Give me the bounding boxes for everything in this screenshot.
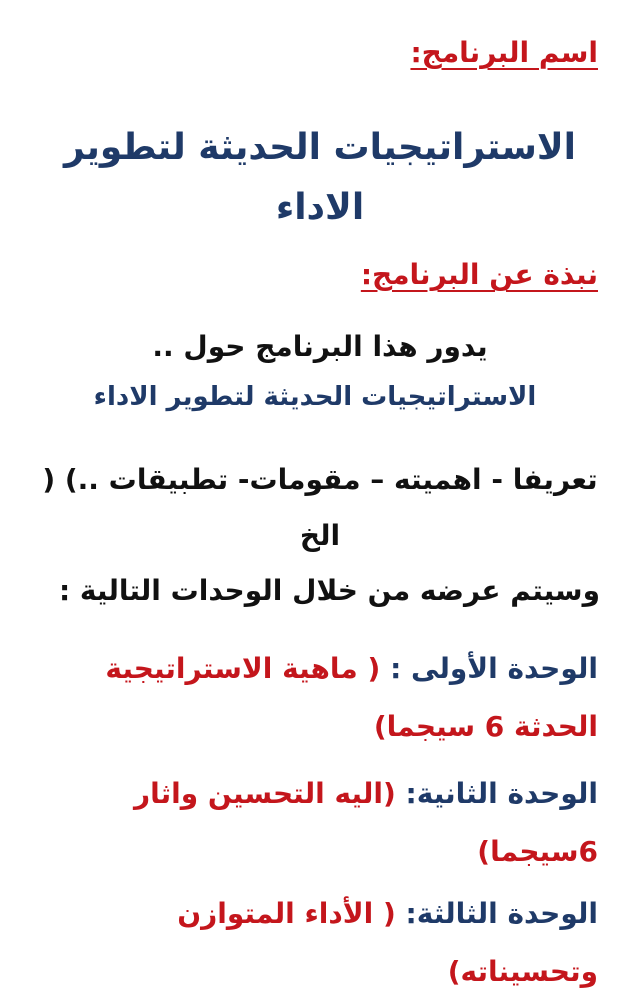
unit-3 — [40, 885, 598, 1001]
unit-3-label: الوحدة الثالثة: — [405, 897, 598, 930]
unit-1-label: الوحدة الأولى : — [390, 652, 598, 685]
about-text-line-2: الاستراتيجيات الحديثة لتطوير الاداء — [93, 382, 537, 412]
unit-2 — [40, 765, 598, 881]
unit-1 — [40, 640, 598, 756]
about-program-heading: نبذة عن البرنامج: — [360, 258, 598, 291]
program-title: الاستراتيجيات الحديثة لتطوير الاداء — [64, 127, 576, 228]
unit-2-label: الوحدة الثانية: — [405, 777, 598, 810]
unit-1-description: ( ماهية الاستراتيجية الحدثة 6 سيجما) — [105, 652, 598, 743]
definition-text: تعريفا - اهميته – مقومات- تطبيقات ..) ( الخ — [42, 463, 598, 552]
about-text-line-1: يدور هذا البرنامج حول .. — [152, 330, 488, 363]
unit-3-description: ( الأداء المتوازن وتحسيناته) — [177, 897, 598, 988]
program-name-heading: اسم البرنامج: — [410, 36, 598, 69]
unit-2-description: (اليه التحسين واثار 6سيجما) — [133, 777, 598, 868]
units-intro-text: وسيتم عرضه من خلال الوحدات التالية : — [58, 574, 600, 607]
